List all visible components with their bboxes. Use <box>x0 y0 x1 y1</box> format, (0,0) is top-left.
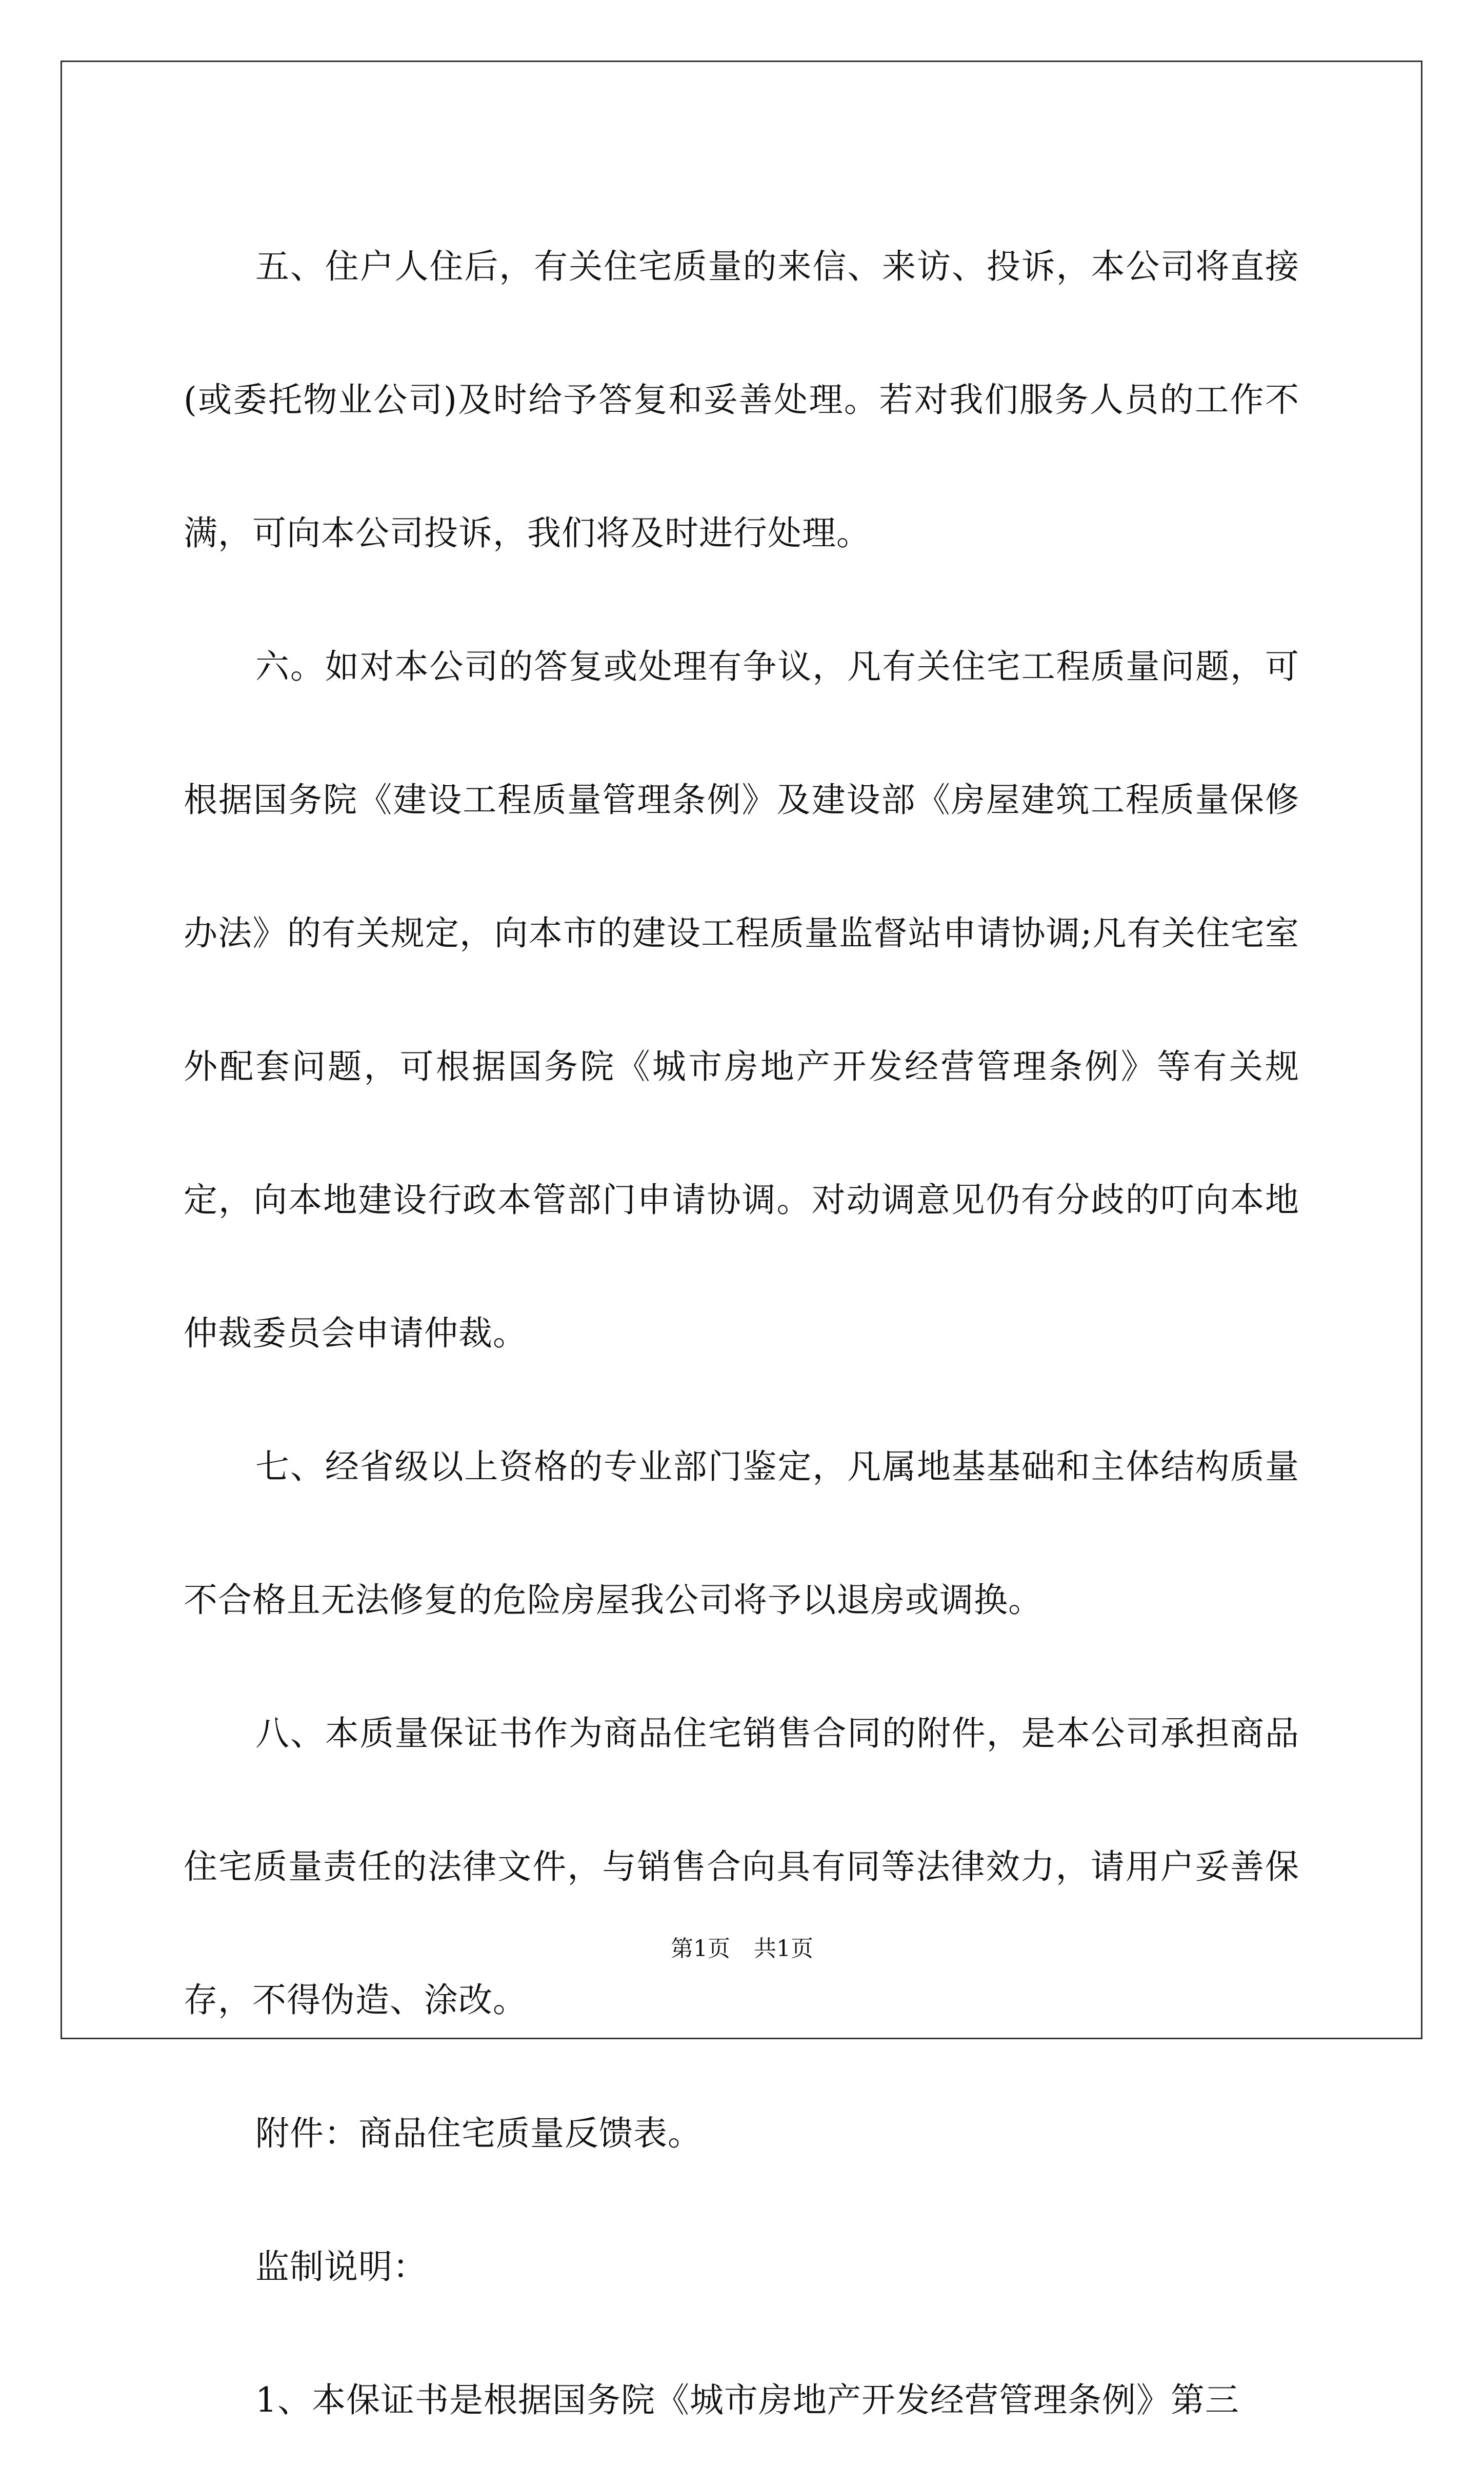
document-body <box>184 200 1299 2467</box>
notes-heading: 监制说明： <box>255 2247 427 2286</box>
paragraph-section-5: 五、住户人住后，有关住宅质量的来信、来访、投诉，本公司将直接(或委托物业公司)及时给予答复和妥善处理。若对我们服务人员的工作不满，可向本公司投诉，我们将及时进行处理。 <box>184 247 1299 553</box>
attachment-line: 附件：商品住宅质量反馈表。 <box>255 2114 702 2153</box>
page-number-total: 共1页 <box>754 1936 813 1962</box>
paragraph-section-7: 七、经省级以上资格的专业部门鉴定，凡属地基基础和主体结构质量不合格且无法修复的危险房屋我公司将予以退房或调换。 <box>184 1447 1299 1620</box>
page-footer <box>0 1934 1484 1964</box>
page-number-current: 第1页 <box>671 1936 730 1962</box>
paragraph-section-6: 六。如对本公司的答复或处理有争议，凡有关住宅工程质量问题，可根据国务院《建设工程质量管理条例》及建设部《房屋建筑工程质量保修办法》的有关规定，向本市的建设工程质量监督站申请协调;凡有关住宅室外配套问题，可根据国务院《城市房地产开发经营管理条例》等有关规定，向本地建设行政本管部门申请协调。对动调意见仍有分歧的叮向本地仲裁委员会申请仲裁。 <box>184 647 1299 1353</box>
paragraph-section-8: 八、本质量保证书作为商品住宅销售合同的附件，是本公司承担商品住宅质量责任的法律文件，与销售合向具有同等法律效力，请用户妥善保存，不得伪造、涂改。 <box>184 1714 1299 2020</box>
note-item-1: 1、本保证书是根据国务院《城市房地产开发经营管理条例》第三 <box>255 2380 1239 2420</box>
